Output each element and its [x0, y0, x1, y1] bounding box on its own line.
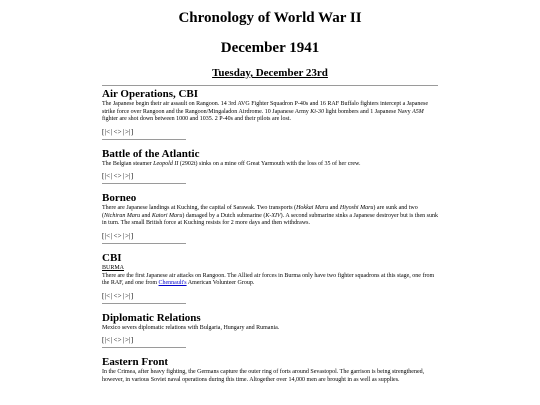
text-span: There are the first Japanese air attacks on Rangoon. The Allied air forces in Burma only have two fighter squadrons at this stage, one from the RAF, and one from [102, 272, 435, 286]
entry-text [102, 273, 438, 288]
entry-cbi [102, 252, 438, 304]
entry-air-operations [102, 88, 438, 140]
text-span: (2902t) sinks on a mine off Great Yarmouth with the loss of 35 of her crew. [178, 160, 361, 167]
text-span: American Volunteer Group. [186, 280, 255, 286]
entry-divider [102, 183, 186, 184]
month-title: December 1941 [220, 40, 320, 56]
chennault-link[interactable]: Chennault's [158, 280, 187, 286]
entry-text: Mexico severs diplomatic relations with Bulgaria, Hungary and Rumania. [102, 324, 280, 331]
prev-button[interactable]: < [113, 291, 118, 300]
next-button[interactable]: > [117, 231, 122, 240]
prev-button[interactable]: < [113, 172, 118, 180]
entry-heading: Borneo [102, 192, 137, 204]
entry-borneo [102, 192, 438, 244]
last-button[interactable]: >| [124, 172, 131, 180]
text-span: The Belgian steamer [102, 160, 154, 167]
ship-name: Leopold II [153, 160, 179, 167]
entry-divider [102, 347, 186, 348]
prev-button[interactable]: < [113, 231, 118, 240]
entry-heading: Diplomatic Relations [102, 311, 201, 324]
last-button[interactable]: >| [124, 127, 131, 136]
entry-text [102, 161, 438, 169]
entry-divider [102, 243, 186, 244]
last-button[interactable]: >| [124, 291, 131, 300]
text-span: ). A second submarine sinks a Japanese destroyer but is then sunk in turn. The small British force at Kuching resists for 2 more days and then withdraws. [102, 212, 438, 226]
text-span: and [328, 205, 340, 211]
next-button[interactable]: > [117, 172, 122, 180]
header-divider [102, 85, 438, 86]
entry-diplomatic-relations [102, 312, 438, 349]
entry-text: In the Crimea, after heavy fighting, the Germans capture the outer ring of forts around Sevastopol. The garrison is being strengthened, however, in various Soviet naval operations during this time. Altogether over 14,000 men are brought in as well as supplies. [102, 369, 425, 383]
text-span: light bombers and 1 Japanese Navy [323, 108, 413, 115]
entry-nav: [|< | <> | >|] [102, 172, 134, 180]
entries-list [102, 88, 438, 384]
next-button[interactable]: > [117, 127, 122, 136]
last-button[interactable]: >| [124, 336, 131, 344]
entry-text [102, 205, 438, 228]
text-span: ) are sunk and two ( [102, 205, 418, 219]
aircraft-name: A5M [412, 108, 424, 115]
last-button[interactable]: >| [124, 231, 131, 240]
text-span: The Japanese begin their air assault on Rangoon. 14 3rd AVG Fighter Squadron P-40s and 16 RAF Buffalo fighters intercept a Japanese strike force over Rangoon and the Rangoon/Mingaladon Airdrome. 10 Japanese Army [102, 101, 429, 115]
ship-name: Katori Maru [151, 212, 183, 219]
entry-text [102, 101, 438, 124]
page-header [0, 0, 540, 86]
entry-battle-of-the-atlantic [102, 148, 438, 185]
entry-heading: Air Operations, CBI [102, 88, 199, 100]
entry-nav: [|< | <> | >|] [102, 127, 134, 136]
entry-divider [102, 303, 186, 304]
entry-heading: Battle of the Atlantic [102, 147, 200, 160]
prev-button[interactable]: < [113, 127, 118, 136]
entry-eastern-front [102, 356, 438, 384]
entry-heading: Eastern Front [102, 356, 169, 368]
entry-nav: [|< | <> | >|] [102, 336, 134, 344]
entry-heading: CBI [102, 251, 122, 264]
text-span: fighter are shot down between 1000 and 1035. 2 P-40s and their pilots are lost. [102, 116, 291, 122]
ship-name: Hiyoshi Maru [339, 205, 374, 211]
first-button[interactable]: |< [104, 336, 111, 344]
first-button[interactable]: |< [104, 231, 111, 240]
next-button[interactable]: > [117, 336, 122, 344]
text-span: and [140, 212, 152, 219]
first-button[interactable]: |< [104, 127, 111, 136]
text-span: There are Japanese landings at Kuching, the capital of Sarawak. Two transports ( [102, 205, 297, 211]
submarine-name: K-XIV [265, 212, 281, 219]
prev-button[interactable]: < [113, 336, 118, 344]
entry-divider [102, 139, 186, 140]
aircraft-name: Ki-30 [310, 108, 324, 115]
day-title: Tuesday, December 23rd [212, 67, 328, 79]
first-button[interactable]: |< [104, 291, 111, 300]
entry-nav: [|< | <> | >|] [102, 291, 134, 300]
entry-nav: [|< | <> | >|] [102, 231, 134, 240]
text-span: ) damaged by a Dutch submarine ( [182, 212, 266, 219]
ship-name: Nichiran Maru [104, 212, 141, 219]
site-title: Chronology of World War II [178, 10, 362, 26]
first-button[interactable]: |< [104, 172, 111, 180]
entry-subheading: BURMA [102, 264, 125, 271]
ship-name: Hokkai Maru [296, 205, 329, 211]
next-button[interactable]: > [117, 291, 122, 300]
